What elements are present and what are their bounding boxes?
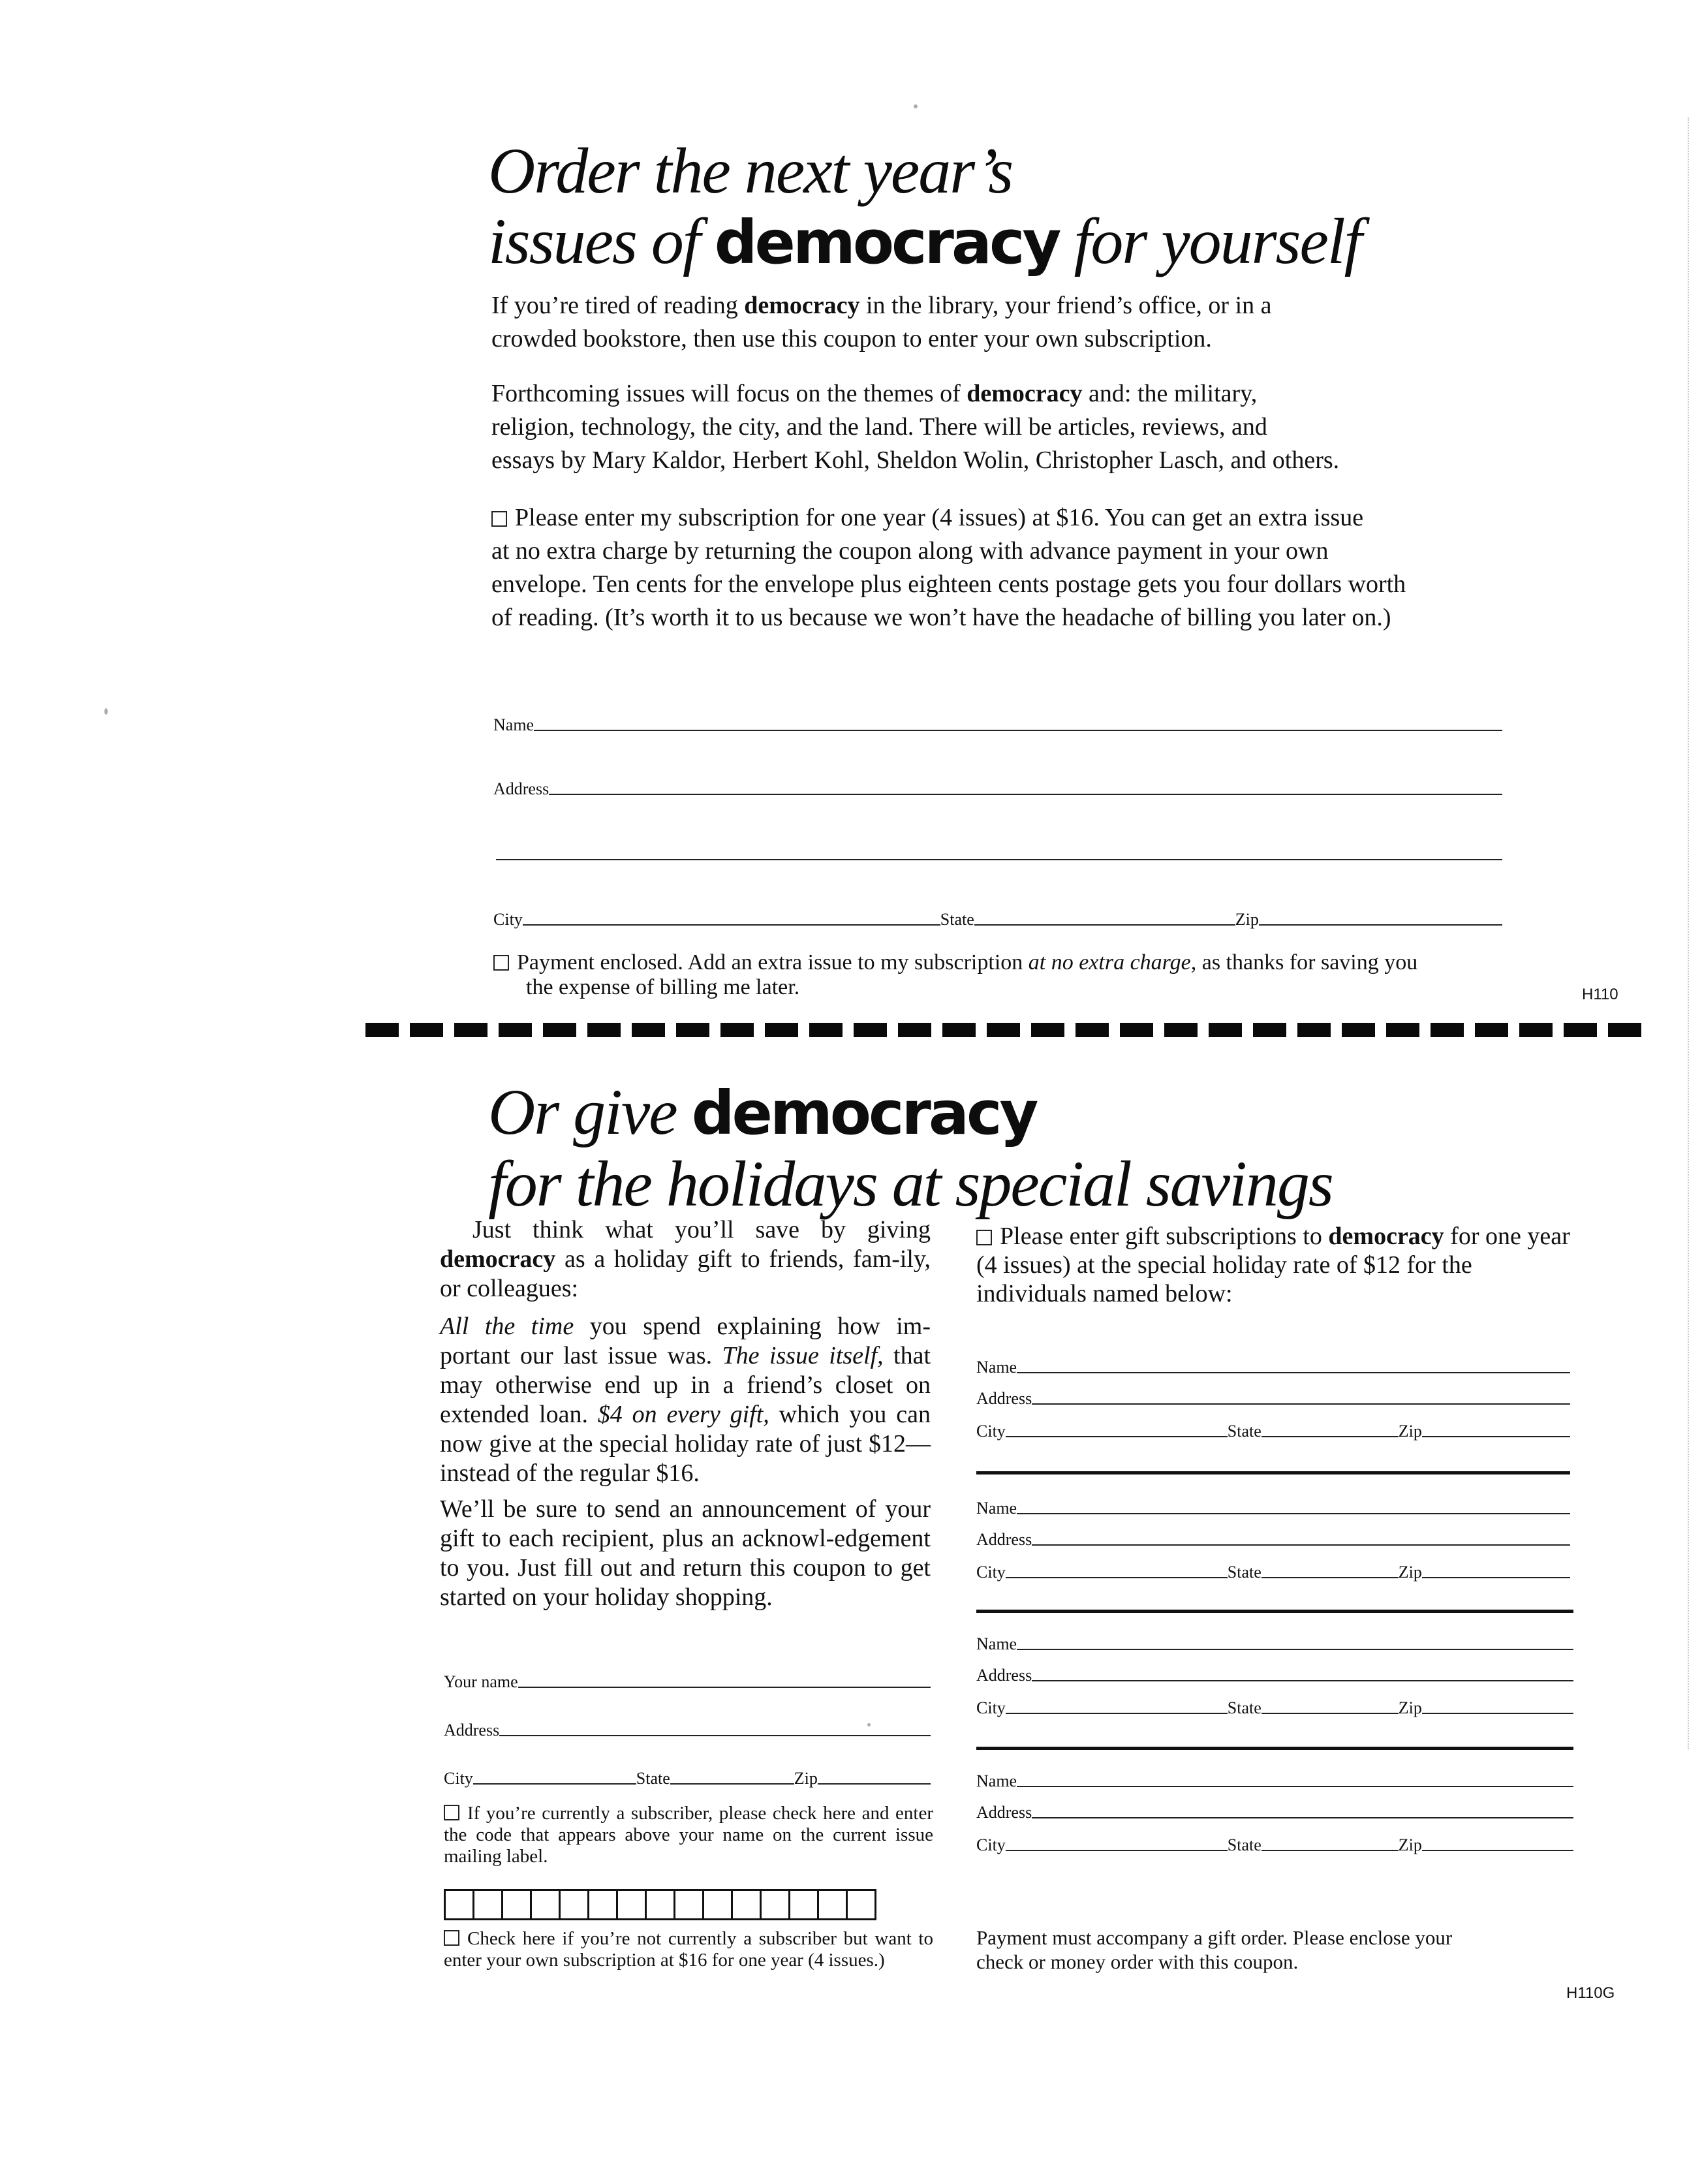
coupon-code-h110: H110: [1582, 986, 1618, 1003]
gift-payment-note: Payment must accompany a gift order. Please enclose your check or money order with this coupon.: [976, 1926, 1453, 1973]
gift-city-state-zip-field-3[interactable]: City State Zip: [976, 1696, 1573, 1718]
not-subscriber-check: Check here if you’re not currently a subscriber but want to enter your own subscription at $16 for one year (4 issues.): [444, 1928, 933, 1971]
your-address-field[interactable]: Address: [444, 1718, 931, 1740]
recipient-divider-3: [976, 1747, 1573, 1750]
scan-edge-speckle: [1688, 117, 1690, 1749]
gift-address-field-1[interactable]: Address: [976, 1386, 1570, 1409]
gift-intro: Just think what you’ll save by giving democracy as a holiday gift to friends, fam-ily, or colleagues:: [440, 1216, 931, 1302]
scan-speck: [914, 104, 918, 108]
not-subscriber-checkbox[interactable]: [444, 1930, 459, 1946]
scan-speck: [867, 1723, 871, 1726]
your-city-state-zip-field[interactable]: City State Zip: [444, 1766, 931, 1788]
recipient-divider-2: [976, 1610, 1573, 1613]
gift-name-field-2[interactable]: Name: [976, 1496, 1570, 1518]
gift-offer: Please enter gift subscriptions to democracy for one year (4 issues) at the special holiday rate of $12 for the individuals named below:: [976, 1223, 1570, 1307]
gift-name-field-3[interactable]: Name: [976, 1632, 1573, 1654]
subscription-offer: Please enter my subscription for one year (4 issues) at $16. You can get an extra issue at no extra charge by returning the coupon along with advance payment in your own envelope. Ten cents for the envelope plus eighteen cents postage gets you four dollars worth of reading. (It’s worth it to us because we won’t have the headache of billing you later on.): [491, 504, 1406, 631]
order-title-line1: Order the next year’s: [488, 134, 1013, 207]
gift-city-state-zip-field-2[interactable]: City State Zip: [976, 1560, 1570, 1582]
name-field[interactable]: Name: [493, 713, 1502, 735]
gift-benefits: All the time you spend explaining how im-portant our last issue was. The issue itself, that may otherwise end up in a friend’s closet on extended loan. $4 on every gift, which you can now give at the special holiday rate of just $12—instead of the regular $16.: [440, 1313, 931, 1487]
order-title-line2: issues of democracy for yourself: [488, 205, 1361, 277]
order-title: [488, 136, 1598, 278]
brand-democracy: democracy: [714, 208, 1059, 277]
scan-speck: [104, 708, 108, 715]
address-field[interactable]: Address: [493, 777, 1502, 799]
gift-city-state-zip-field-4[interactable]: City State Zip: [976, 1833, 1573, 1855]
address-line-2[interactable]: [496, 859, 1502, 860]
subscriber-checkbox[interactable]: [444, 1805, 459, 1820]
gift-address-field-2[interactable]: Address: [976, 1527, 1570, 1550]
gift-name-field-4[interactable]: Name: [976, 1769, 1573, 1791]
subscribe-checkbox[interactable]: [491, 511, 507, 527]
coupon-code-h110g: H110G: [1566, 1984, 1615, 2002]
your-name-field[interactable]: Your name: [444, 1670, 931, 1692]
gift-title: Or give democracy for the holidays at special savings: [488, 1077, 1598, 1219]
payment-checkbox[interactable]: [493, 955, 509, 971]
gift-checkbox[interactable]: [976, 1230, 992, 1245]
subscriber-check: If you’re currently a subscriber, please check here and enter the code that appears above your name on the current issue mailing label.: [444, 1803, 933, 1867]
gift-announcement: We’ll be sure to send an announcement of your gift to each recipient, plus an acknowl-edgement to you. Just fill out and return this coupon to get started on your holiday shopping.: [440, 1495, 931, 1611]
recipient-divider-1: [976, 1471, 1570, 1474]
forthcoming-paragraph: Forthcoming issues will focus on the themes of democracy and: the military, religion, technology, the city, and the land. There will be articles, reviews, and essays by Mary Kaldor, Herbert Kohl, Sheldon Wolin, Christopher Lasch, and others.: [491, 380, 1340, 474]
gift-city-state-zip-field-1[interactable]: City State Zip: [976, 1419, 1570, 1441]
city-state-zip-field[interactable]: City State Zip: [493, 907, 1502, 929]
payment-enclosed: Payment enclosed. Add an extra issue to my subscription at no extra charge, as thanks for saving you the expense of billing me later.: [493, 950, 1551, 1000]
gift-address-field-3[interactable]: Address: [976, 1663, 1573, 1685]
brand-democracy-2: democracy: [691, 1078, 1036, 1148]
subscriber-code-boxes[interactable]: [444, 1889, 874, 1920]
dashed-cut-line: [365, 1023, 1671, 1037]
intro-paragraph: If you’re tired of reading democracy in the library, your friend’s office, or in a crowded bookstore, then use this coupon to enter your own subscription.: [491, 292, 1272, 352]
gift-name-field-1[interactable]: Name: [976, 1355, 1570, 1377]
gift-address-field-4[interactable]: Address: [976, 1800, 1573, 1822]
gift-title-line2: for the holidays at special savings: [488, 1147, 1333, 1220]
